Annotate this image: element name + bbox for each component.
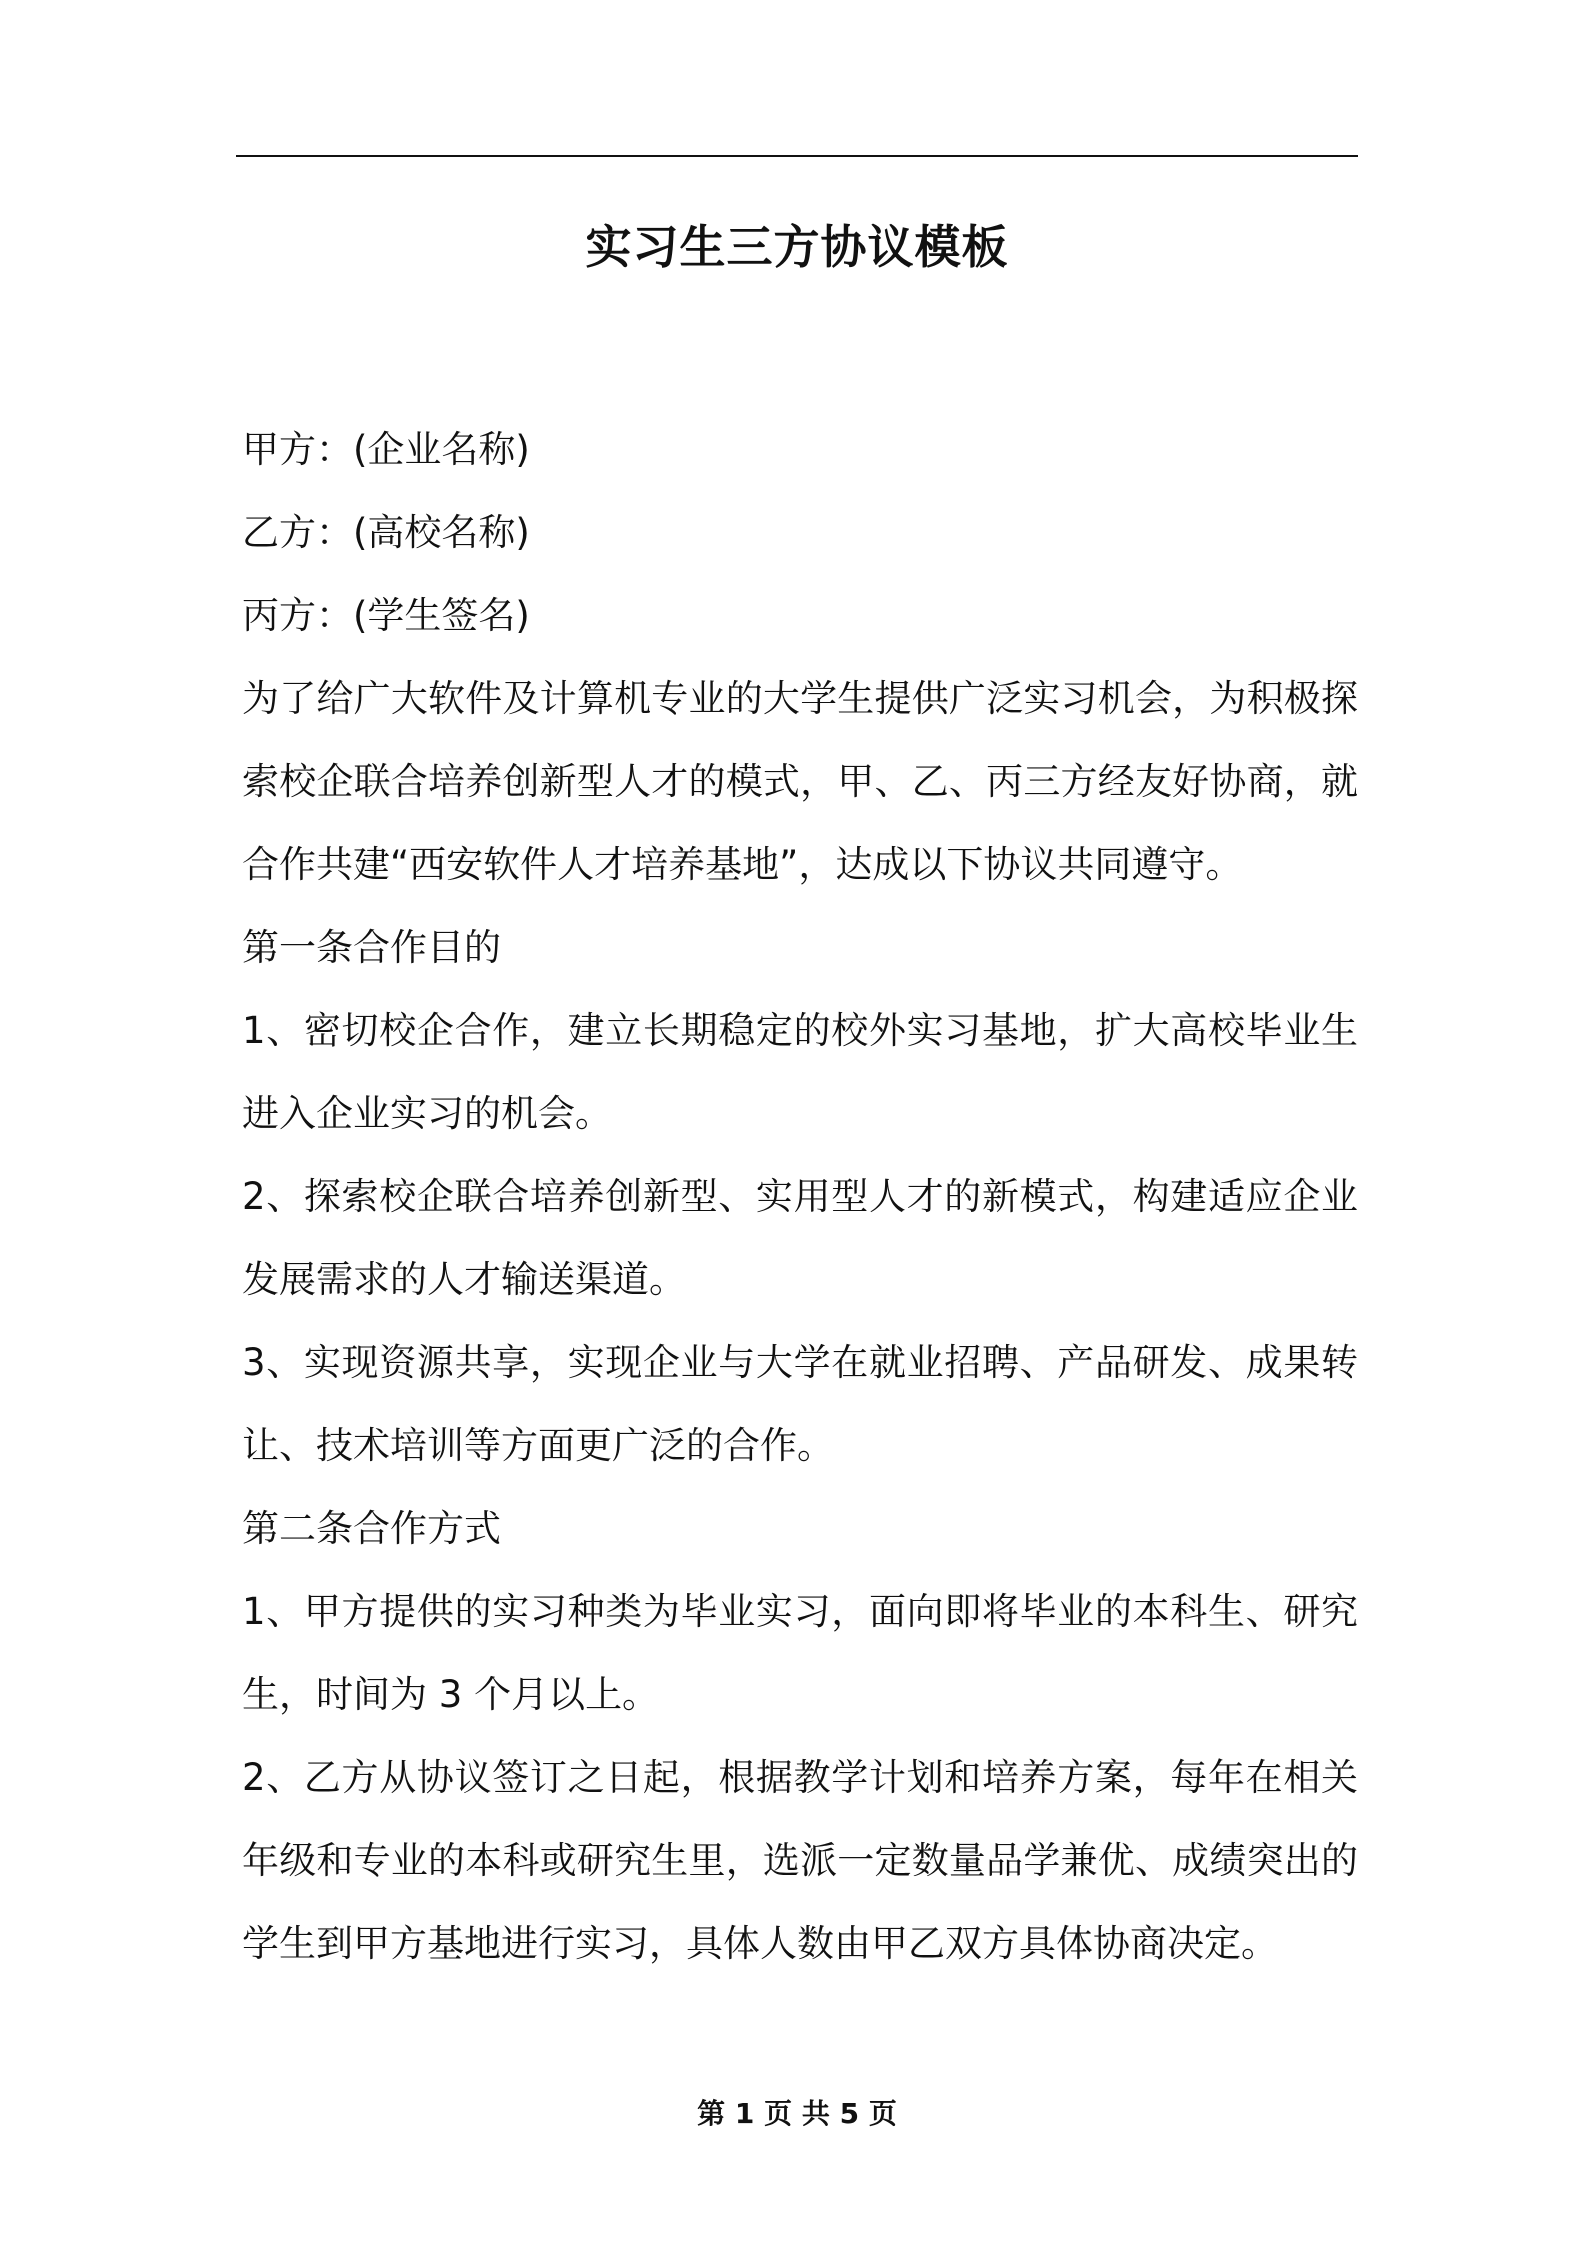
- footer-total-pages: 5: [839, 2097, 860, 2130]
- footer-suffix: 页: [868, 2097, 897, 2130]
- party-a-line: 甲方：(企业名称): [242, 428, 530, 471]
- clause-line: 进入企业实习的机会。: [242, 1092, 612, 1135]
- document-body: [242, 408, 1358, 1985]
- clause-line: 1、甲方提供的实习种类为毕业实习，面向即将毕业的本科生、研究: [242, 1590, 1358, 1633]
- clause-line: 学生到甲方基地进行实习，具体人数由甲乙双方具体协商决定。: [242, 1922, 1278, 1965]
- page-footer: [236, 2092, 1358, 2136]
- footer-middle: 页 共: [764, 2097, 830, 2130]
- clause-line: 生，时间为 3 个月以上。: [242, 1673, 660, 1716]
- article-heading: 第二条合作方式: [242, 1507, 501, 1550]
- clause-line: 2、乙方从协议签订之日起，根据教学计划和培养方案，每年在相关: [242, 1756, 1358, 1799]
- article-heading: 第一条合作目的: [242, 926, 501, 969]
- footer-current-page: 1: [734, 2097, 755, 2130]
- party-c-line: 丙方：(学生签名): [242, 594, 530, 637]
- preamble-line: 为了给广大软件及计算机专业的大学生提供广泛实习机会，为积极探: [242, 677, 1358, 720]
- party-b-line: 乙方：(高校名称): [242, 511, 530, 554]
- clause-line: 发展需求的人才输送渠道。: [242, 1258, 686, 1301]
- preamble-line: 索校企联合培养创新型人才的模式，甲、乙、丙三方经友好协商，就: [242, 760, 1358, 803]
- clause-line: 3、实现资源共享，实现企业与大学在就业招聘、产品研发、成果转: [242, 1341, 1358, 1384]
- header-rule: [236, 155, 1358, 157]
- preamble-line: 合作共建“西安软件人才培养基地”，达成以下协议共同遵守。: [242, 843, 1243, 886]
- clause-line: 2、探索校企联合培养创新型、实用型人才的新模式，构建适应企业: [242, 1175, 1358, 1218]
- document-title: 实习生三方协议模板: [585, 220, 1009, 274]
- footer-prefix: 第: [697, 2097, 726, 2130]
- clause-line: 让、技术培训等方面更广泛的合作。: [242, 1424, 834, 1467]
- clause-line: 年级和专业的本科或研究生里，选派一定数量品学兼优、成绩突出的: [242, 1839, 1358, 1882]
- clause-line: 1、密切校企合作，建立长期稳定的校外实习基地，扩大高校毕业生: [242, 1009, 1358, 1052]
